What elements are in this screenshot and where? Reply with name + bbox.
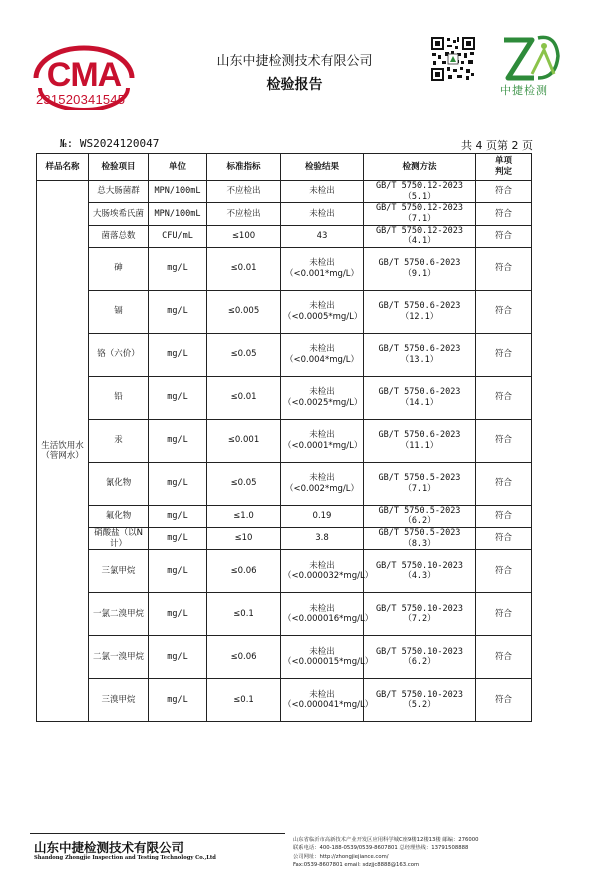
- verdict-cell: 符合: [476, 376, 532, 419]
- unit-cell: MPN/100mL: [149, 181, 207, 203]
- verdict-cell: 符合: [476, 462, 532, 505]
- footer-address: 山东省临沂市高新技术产业开发区应用科学城C座9楼12楼13楼 邮编：276000: [293, 837, 479, 843]
- verdict-cell: 符合: [476, 528, 532, 550]
- limit-cell: ≤0.06: [207, 550, 281, 593]
- limit-cell: ≤1.0: [207, 505, 281, 527]
- item-cell: 汞: [89, 419, 149, 462]
- verdict-cell: 符合: [476, 679, 532, 722]
- result-cell: 3.8: [281, 528, 364, 550]
- verdict-cell: 符合: [476, 636, 532, 679]
- table-row: [37, 247, 532, 290]
- result-cell: 未检出 （<0.000032*mg/L）: [281, 550, 364, 593]
- limit-cell: ≤0.05: [207, 333, 281, 376]
- table-row: [37, 679, 532, 722]
- item-cell: 一氯二溴甲烷: [89, 593, 149, 636]
- header-cell: 样品名称: [37, 154, 89, 181]
- unit-cell: mg/L: [149, 376, 207, 419]
- unit-cell: CFU/mL: [149, 225, 207, 247]
- item-cell: 总大肠菌群: [89, 181, 149, 203]
- item-cell: 二氯一溴甲烷: [89, 636, 149, 679]
- method-cell: GB/T 5750.10-2023 （6.2）: [364, 636, 476, 679]
- result-cell: 未检出 （<0.000041*mg/L）: [281, 679, 364, 722]
- limit-cell: ≤10: [207, 528, 281, 550]
- logo-text: 中捷检测: [500, 84, 548, 97]
- company-name: 山东中捷检测技术有限公司: [216, 54, 373, 69]
- zhongjie-logo-icon: [498, 30, 564, 86]
- limit-cell: ≤0.1: [207, 593, 281, 636]
- footer-contact-block: [293, 836, 563, 870]
- table-row: [37, 333, 532, 376]
- result-cell: 未检出 （<0.002*mg/L）: [281, 462, 364, 505]
- result-cell: 未检出: [281, 181, 364, 203]
- unit-cell: mg/L: [149, 679, 207, 722]
- item-cell: 菌落总数: [89, 225, 149, 247]
- header-cell: 检验结果: [281, 154, 364, 181]
- header-cell: 标准指标: [207, 154, 281, 181]
- header-cell: 单位: [149, 154, 207, 181]
- table-row: [37, 462, 532, 505]
- item-cell: 氟化物: [89, 505, 149, 527]
- method-cell: GB/T 5750.10-2023 （5.2）: [364, 679, 476, 722]
- item-cell: 三溴甲烷: [89, 679, 149, 722]
- verdict-cell: 符合: [476, 419, 532, 462]
- verdict-cell: 符合: [476, 505, 532, 527]
- method-cell: GB/T 5750.6-2023 （11.1）: [364, 419, 476, 462]
- footer-fax-email: Fax:0539-8607801 email: sdzjjc8888@163.com: [293, 862, 420, 869]
- header-cell: 单项 判定: [476, 154, 532, 181]
- unit-cell: mg/L: [149, 593, 207, 636]
- method-cell: GB/T 5750.5-2023 （8.3）: [364, 528, 476, 550]
- table-row: [37, 593, 532, 636]
- table-row: [37, 419, 532, 462]
- item-cell: 大肠埃希氏菌: [89, 203, 149, 225]
- table-row: [37, 550, 532, 593]
- unit-cell: mg/L: [149, 505, 207, 527]
- footer-company-cn: 山东中捷检测技术有限公司: [34, 840, 185, 855]
- result-cell: 未检出 （<0.000015*mg/L）: [281, 636, 364, 679]
- method-cell: GB/T 5750.12-2023 （4.1）: [364, 225, 476, 247]
- verdict-cell: 符合: [476, 550, 532, 593]
- limit-cell: ≤0.001: [207, 419, 281, 462]
- method-cell: GB/T 5750.12-2023 （5.1）: [364, 181, 476, 203]
- unit-cell: MPN/100mL: [149, 203, 207, 225]
- footer-company-en: Shandong Zhongjie Inspection and Testing Technology Co.,Ltd: [34, 855, 216, 861]
- report-number: №: WS2024120047: [60, 137, 160, 150]
- method-cell: GB/T 5750.10-2023 （7.2）: [364, 593, 476, 636]
- cma-mark: CMA: [46, 56, 122, 94]
- verdict-cell: 符合: [476, 225, 532, 247]
- header-cell: 检测方法: [364, 154, 476, 181]
- page-info: 共 4 页第 2 页: [461, 139, 533, 152]
- item-cell: 三氯甲烷: [89, 550, 149, 593]
- result-cell: 未检出 （<0.004*mg/L）: [281, 333, 364, 376]
- unit-cell: mg/L: [149, 636, 207, 679]
- unit-cell: mg/L: [149, 528, 207, 550]
- table-row: [37, 528, 532, 550]
- method-cell: GB/T 5750.6-2023 （14.1）: [364, 376, 476, 419]
- sample-name-cell: 生活饮用水 （管网水）: [37, 181, 89, 722]
- unit-cell: mg/L: [149, 247, 207, 290]
- verdict-cell: 符合: [476, 290, 532, 333]
- result-cell: 未检出 （<0.0001*mg/L）: [281, 419, 364, 462]
- table-row: [37, 505, 532, 527]
- result-cell: 未检出: [281, 203, 364, 225]
- limit-cell: ≤0.05: [207, 462, 281, 505]
- footer-website: 公司网址：http://zhongjiejiance.com/: [293, 853, 389, 860]
- limit-cell: ≤100: [207, 225, 281, 247]
- result-cell: 未检出 （<0.0025*mg/L）: [281, 376, 364, 419]
- unit-cell: mg/L: [149, 333, 207, 376]
- item-cell: 铬（六价）: [89, 333, 149, 376]
- header-cell: 检验项目: [89, 154, 149, 181]
- table-row: [37, 203, 532, 225]
- table-row: [37, 376, 532, 419]
- limit-cell: ≤0.005: [207, 290, 281, 333]
- table-row: [37, 636, 532, 679]
- method-cell: GB/T 5750.6-2023 （12.1）: [364, 290, 476, 333]
- results-table: [36, 153, 532, 722]
- item-cell: 砷: [89, 247, 149, 290]
- report-title: 检验报告: [266, 77, 323, 93]
- limit-cell: ≤0.01: [207, 247, 281, 290]
- result-cell: 未检出 （<0.000016*mg/L）: [281, 593, 364, 636]
- verdict-cell: 符合: [476, 181, 532, 203]
- verdict-cell: 符合: [476, 203, 532, 225]
- limit-cell: ≤0.06: [207, 636, 281, 679]
- limit-cell: ≤0.01: [207, 376, 281, 419]
- cma-number: 231520341545: [36, 92, 126, 107]
- limit-cell: ≤0.1: [207, 679, 281, 722]
- method-cell: GB/T 5750.6-2023 （9.1）: [364, 247, 476, 290]
- verdict-cell: 符合: [476, 247, 532, 290]
- item-cell: 镉: [89, 290, 149, 333]
- limit-cell: 不应检出: [207, 203, 281, 225]
- result-cell: 43: [281, 225, 364, 247]
- table-row: [37, 181, 532, 203]
- method-cell: GB/T 5750.12-2023 （7.1）: [364, 203, 476, 225]
- qr-code-icon: [430, 36, 476, 82]
- table-row: [37, 290, 532, 333]
- table-header-row: [37, 154, 532, 181]
- method-cell: GB/T 5750.6-2023 （13.1）: [364, 333, 476, 376]
- unit-cell: mg/L: [149, 462, 207, 505]
- verdict-cell: 符合: [476, 593, 532, 636]
- footer-rule: [30, 833, 285, 834]
- unit-cell: mg/L: [149, 290, 207, 333]
- unit-cell: mg/L: [149, 419, 207, 462]
- result-cell: 0.19: [281, 505, 364, 527]
- footer-phone: 联系电话：400-188-0539/0539-8607801 总经理热线：13791508888: [293, 845, 469, 852]
- table-row: [37, 225, 532, 247]
- method-cell: GB/T 5750.10-2023 （4.3）: [364, 550, 476, 593]
- result-cell: 未检出 （<0.001*mg/L）: [281, 247, 364, 290]
- method-cell: GB/T 5750.5-2023 （7.1）: [364, 462, 476, 505]
- limit-cell: 不应检出: [207, 181, 281, 203]
- item-cell: 氰化物: [89, 462, 149, 505]
- result-cell: 未检出 （<0.0005*mg/L）: [281, 290, 364, 333]
- verdict-cell: 符合: [476, 333, 532, 376]
- item-cell: 铅: [89, 376, 149, 419]
- method-cell: GB/T 5750.5-2023 （6.2）: [364, 505, 476, 527]
- unit-cell: mg/L: [149, 550, 207, 593]
- item-cell: 硝酸盐（以N 计）: [89, 528, 149, 550]
